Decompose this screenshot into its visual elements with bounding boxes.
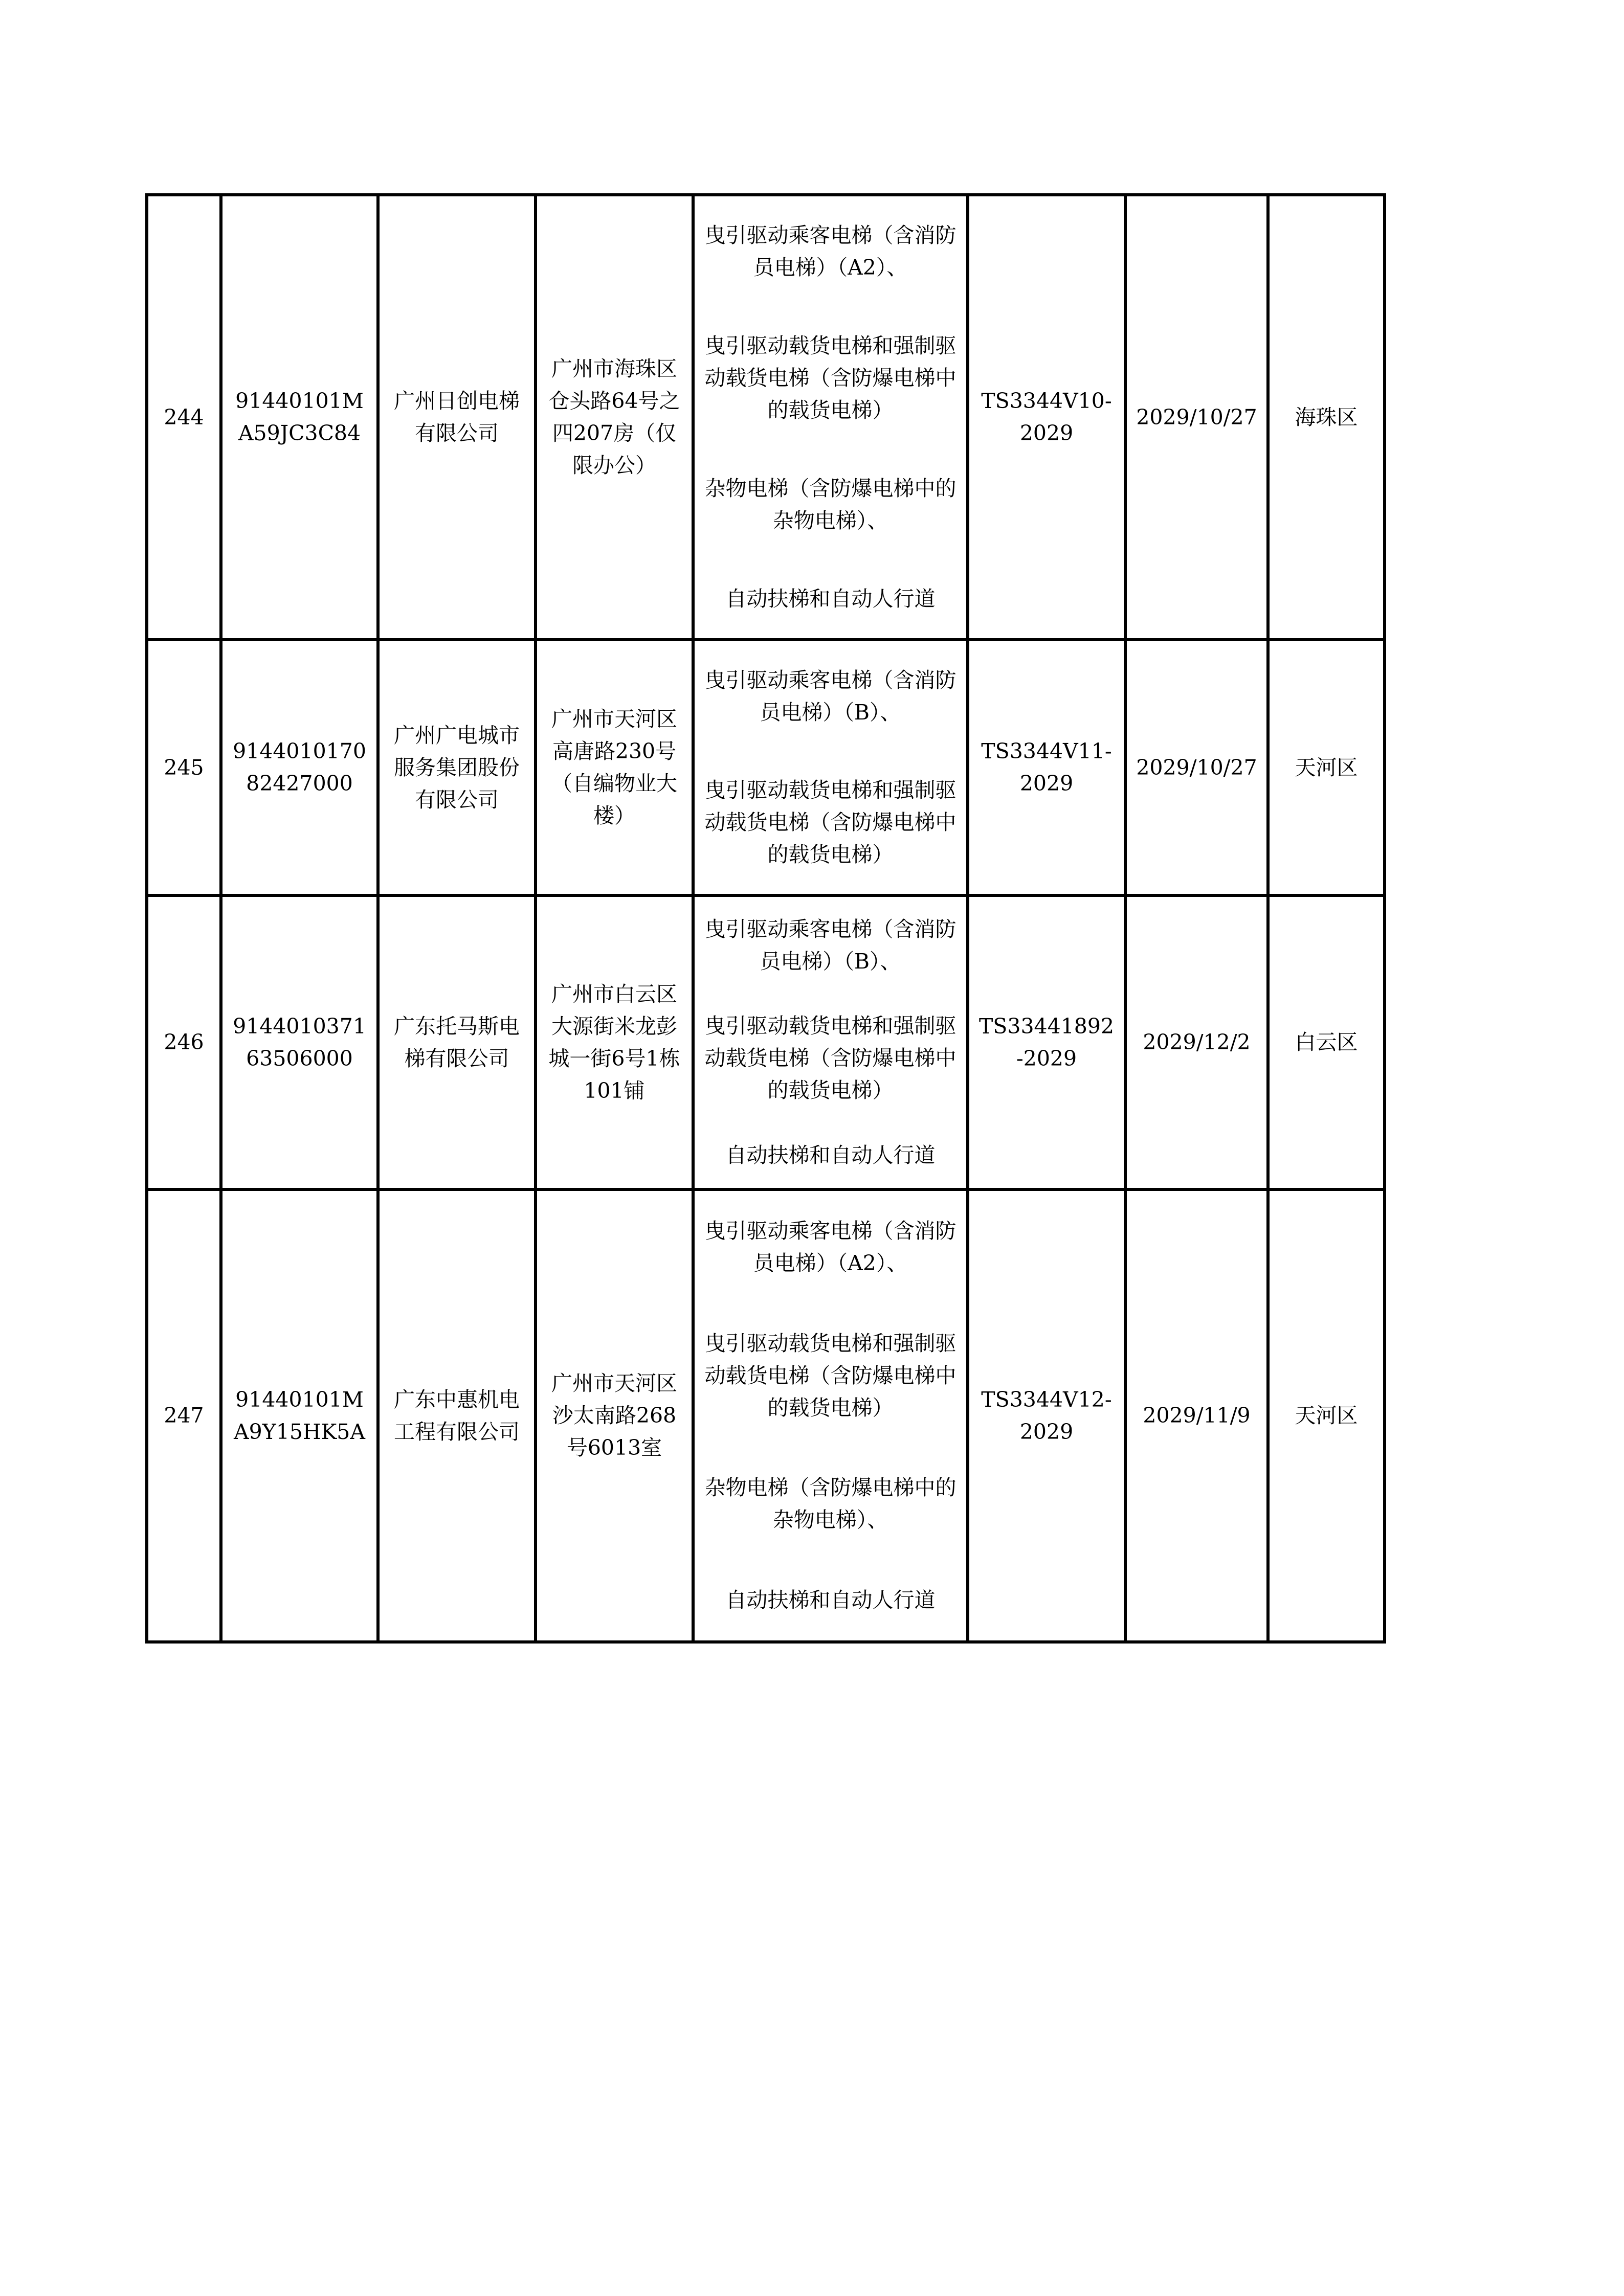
license-scope-cell: [693, 1189, 968, 1642]
scope-item: 曳引驱动载货电梯和强制驱动载货电梯（含防爆电梯中的载货电梯）: [704, 778, 956, 867]
credit-code-cell: 914401037163506000: [221, 895, 378, 1189]
certificate-number-cell: TS33441892-2029: [968, 895, 1125, 1189]
license-scope-cell: [693, 895, 968, 1189]
table-row: [147, 895, 1385, 1189]
scope-item: 曳引驱动乘客电梯（含消防员电梯）（A2）、: [704, 223, 956, 280]
certificate-number-cell: TS3344V10-2029: [968, 195, 1125, 640]
table-row: [147, 1189, 1385, 1642]
row-number-cell: 244: [147, 195, 221, 640]
scope-item: 曳引驱动乘客电梯（含消防员电梯）（B）、: [704, 916, 956, 974]
credit-code-cell: 91440101MA9Y15HK5A: [221, 1189, 378, 1642]
scope-item: 杂物电梯（含防爆电梯中的杂物电梯）、: [704, 476, 956, 533]
district-cell: 白云区: [1268, 895, 1385, 1189]
address-cell: 广州市海珠区仓头路64号之四207房（仅限办公）: [536, 195, 693, 640]
district-cell: 海珠区: [1268, 195, 1385, 640]
expiry-date-cell: 2029/10/27: [1125, 195, 1268, 640]
license-scope-cell: [693, 195, 968, 640]
scope-item: 曳引驱动载货电梯和强制驱动载货电梯（含防爆电梯中的载货电梯）: [704, 333, 956, 422]
table-row: [147, 195, 1385, 640]
row-number-cell: 246: [147, 895, 221, 1189]
certificate-number-cell: TS3344V12-2029: [968, 1189, 1125, 1642]
credit-code-cell: 914401017082427000: [221, 640, 378, 895]
license-scope-cell: [693, 640, 968, 895]
expiry-date-cell: 2029/10/27: [1125, 640, 1268, 895]
scope-item: 自动扶梯和自动人行道: [725, 1588, 936, 1613]
expiry-date-cell: 2029/12/2: [1125, 895, 1268, 1189]
credit-code-cell: 91440101MA59JC3C84: [221, 195, 378, 640]
company-name-cell: 广州广电城市服务集团股份有限公司: [378, 640, 536, 895]
address-cell: 广州市天河区高唐路230号（自编物业大楼）: [536, 640, 693, 895]
registry-table: [145, 193, 1386, 1644]
table-row: [147, 640, 1385, 895]
certificate-number-cell: TS3344V11-2029: [968, 640, 1125, 895]
scope-item: 自动扶梯和自动人行道: [725, 1143, 936, 1168]
scope-item: 自动扶梯和自动人行道: [725, 587, 936, 611]
address-cell: 广州市天河区沙太南路268号6013室: [536, 1189, 693, 1642]
scope-item: 曳引驱动载货电梯和强制驱动载货电梯（含防爆电梯中的载货电梯）: [704, 1014, 956, 1103]
district-cell: 天河区: [1268, 1189, 1385, 1642]
scope-item: 曳引驱动乘客电梯（含消防员电梯）（A2）、: [704, 1218, 956, 1275]
address-cell: 广州市白云区大源街米龙彭城一街6号1栋101铺: [536, 895, 693, 1189]
company-name-cell: 广东托马斯电梯有限公司: [378, 895, 536, 1189]
expiry-date-cell: 2029/11/9: [1125, 1189, 1268, 1642]
company-name-cell: 广东中惠机电工程有限公司: [378, 1189, 536, 1642]
scope-item: 杂物电梯（含防爆电梯中的杂物电梯）、: [704, 1475, 956, 1533]
scope-item: 曳引驱动载货电梯和强制驱动载货电梯（含防爆电梯中的载货电梯）: [704, 1331, 956, 1420]
row-number-cell: 247: [147, 1189, 221, 1642]
company-name-cell: 广州日创电梯有限公司: [378, 195, 536, 640]
district-cell: 天河区: [1268, 640, 1385, 895]
scope-item: 曳引驱动乘客电梯（含消防员电梯）（B）、: [704, 667, 956, 725]
row-number-cell: 245: [147, 640, 221, 895]
